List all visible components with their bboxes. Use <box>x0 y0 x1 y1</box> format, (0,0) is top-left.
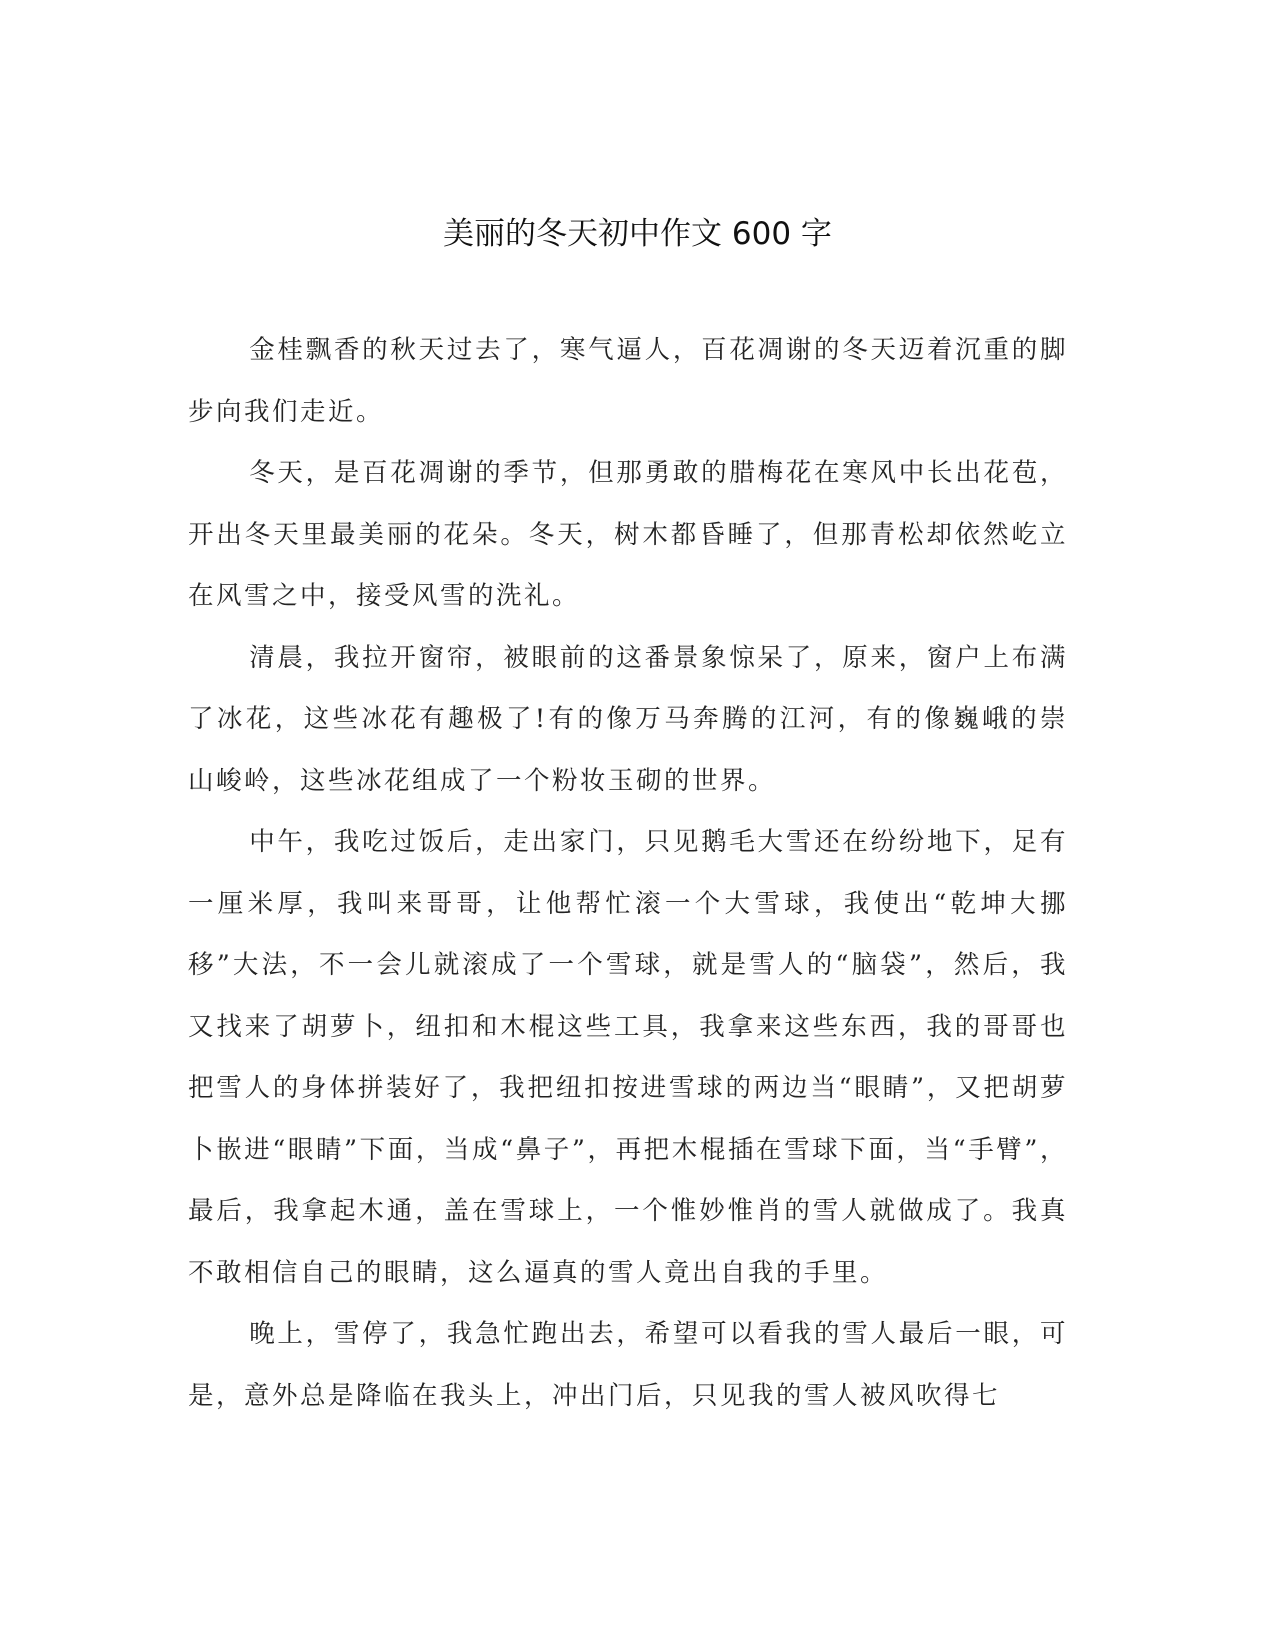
paragraph-5: 晚上，雪停了，我急忙跑出去，希望可以看我的雪人最后一眼，可是，意外总是降临在我头上，冲出门后，只见我的雪人被风吹得七 <box>188 1319 1068 1411</box>
document-body <box>188 320 1068 1427</box>
paragraph-4: 中午，我吃过饭后，走出家门，只见鹅毛大雪还在纷纷地下，足有一厘米厚，我叫来哥哥，让他帮忙滚一个大雪球，我使出“乾坤大挪移”大法，不一会儿就滚成了一个雪球，就是雪人的“脑袋”，然后，我又找来了胡萝卜，纽扣和木棍这些工具，我拿来这些东西，我的哥哥也把雪人的身体拼装好了，我把纽扣按进雪球的两边当“眼睛”，又把胡萝卜嵌进“眼睛”下面，当成“鼻子”，再把木棍插在雪球下面，当“手臂”，最后，我拿起木通，盖在雪球上，一个惟妙惟肖的雪人就做成了。我真不敢相信自己的眼睛，这么逼真的雪人竟出自我的手里。 <box>188 827 1068 1288</box>
paragraph-1: 金桂飘香的秋天过去了，寒气逼人，百花凋谢的冬天迈着沉重的脚步向我们走近。 <box>188 335 1068 427</box>
paragraph-3: 清晨，我拉开窗帘，被眼前的这番景象惊呆了，原来，窗户上布满了冰花，这些冰花有趣极了!有的像万马奔腾的江河，有的像巍峨的崇山峻岭，这些冰花组成了一个粉妆玉砌的世界。 <box>188 642 1068 796</box>
document-title: 美丽的冬天初中作文 600 字 <box>443 216 832 252</box>
paragraph-2: 冬天，是百花凋谢的季节，但那勇敢的腊梅花在寒风中长出花苞，开出冬天里最美丽的花朵。冬天，树木都昏睡了，但那青松却依然屹立在风雪之中，接受风雪的洗礼。 <box>188 458 1068 611</box>
